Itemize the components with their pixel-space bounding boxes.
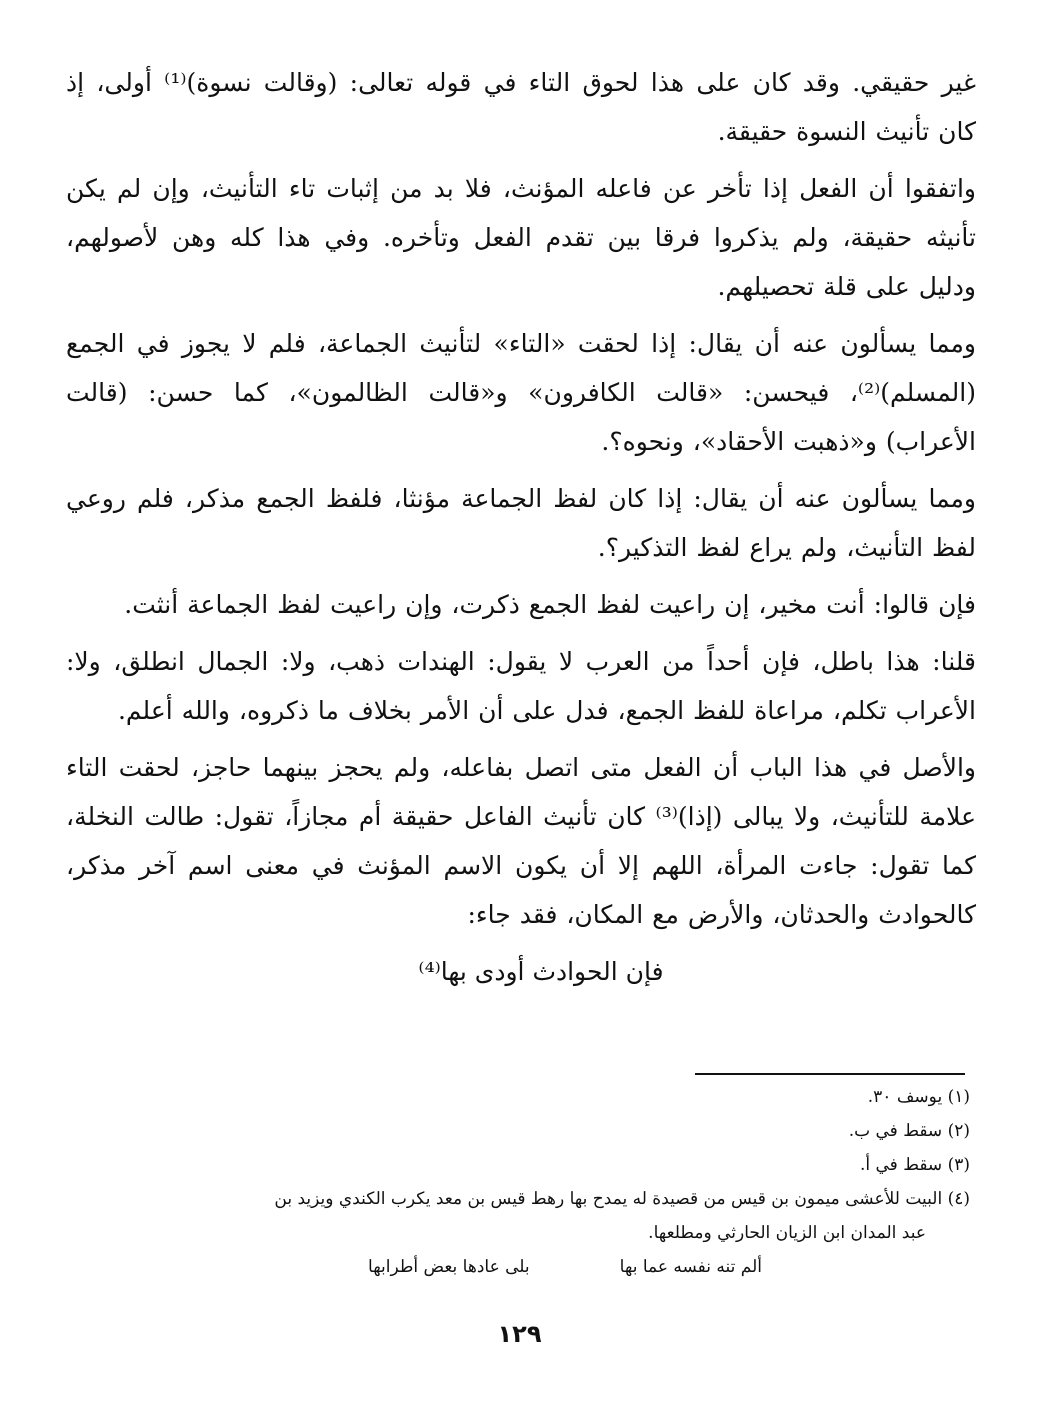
footnote-verse-second-hemistich: بلى عادها بعض أطرابها xyxy=(368,1257,530,1277)
footnote-4-continuation: عبد المدان ابن الزيان الحارثي ومطلعها. xyxy=(648,1223,926,1243)
paragraph-6: قلنا: هذا باطل، فإن أحداً من العرب لا يقول: الهندات ذهب، ولا: الجمال انطلق، ولا: الأعراب تكلم، مراعاة للفظ الجمع، فدل على أن الأمر بخلاف ما ذكروه، والله أعلم. xyxy=(66,647,976,725)
footnotes xyxy=(60,1080,970,1284)
footnote-verse-first-hemistich: ألم تنه نفسه عما بها xyxy=(619,1257,762,1277)
footnote-verse xyxy=(60,1250,970,1284)
quoted-verse: فإن الحوادث أودى بها⁽⁴⁾ xyxy=(418,957,664,986)
footnote-4: (٤) البيت للأعشى ميمون بن قيس من قصيدة له يمدح بها رهط قيس بن معد يكرب الكندي ويزيد بن xyxy=(274,1189,970,1209)
main-text xyxy=(66,58,976,996)
footnote-separator xyxy=(695,1073,965,1075)
paragraph-5: فإن قالوا: أنت مخير، إن راعيت لفظ الجمع ذكرت، وإن راعيت لفظ الجماعة أنثت. xyxy=(124,590,976,619)
paragraph-3: ومما يسألون عنه أن يقال: إذا لحقت «التاء» لتأنيث الجماعة، فلم لا يجوز في الجمع (المسلم)⁽²⁾، فيحسن: «قالت الكافرون» و«قالت الظالمون»، كما حسن: (قالت الأعراب) و«ذهبت الأحقاد»، ونحوه؟. xyxy=(66,329,976,456)
page-number: ١٢٩ xyxy=(497,1320,542,1348)
footnote-2: (٢) سقط في ب. xyxy=(848,1121,970,1141)
footnote-3: (٣) سقط في أ. xyxy=(859,1155,970,1175)
footnote-1: (١) يوسف ٣٠. xyxy=(867,1087,970,1107)
paragraph-7: والأصل في هذا الباب أن الفعل متى اتصل بفاعله، ولم يحجز بينهما حاجز، لحقت التاء علامة للتأنيث، ولا يبالى (إذا)⁽³⁾ كان تأنيث الفاعل حقيقة أم مجازاً، تقول: طالت النخلة، كما تقول: جاءت المرأة، اللهم إلا أن يكون الاسم المؤنث في معنى اسم آخر مذكر، كالحوادث والحدثان، والأرض مع المكان، فقد جاء: xyxy=(66,753,976,929)
paragraph-1: غير حقيقي. وقد كان على هذا لحوق التاء في قوله تعالى: (وقالت نسوة)⁽¹⁾ أولى، إذ كان تأنيث النسوة حقيقة. xyxy=(66,68,976,146)
paragraph-4: ومما يسألون عنه أن يقال: إذا كان لفظ الجماعة مؤنثا، فلفظ الجمع مذكر، فلم روعي لفظ التأنيث، ولم يراع لفظ التذكير؟. xyxy=(66,484,976,562)
paragraph-2: واتفقوا أن الفعل إذا تأخر عن فاعله المؤنث، فلا بد من إثبات تاء التأنيث، وإن لم يكن تأنيثه حقيقة، ولم يذكروا فرقا بين تقدم الفعل وتأخره. وفي هذا كله وهن لأصولهم، ودليل على قلة تحصيلهم. xyxy=(66,174,976,301)
